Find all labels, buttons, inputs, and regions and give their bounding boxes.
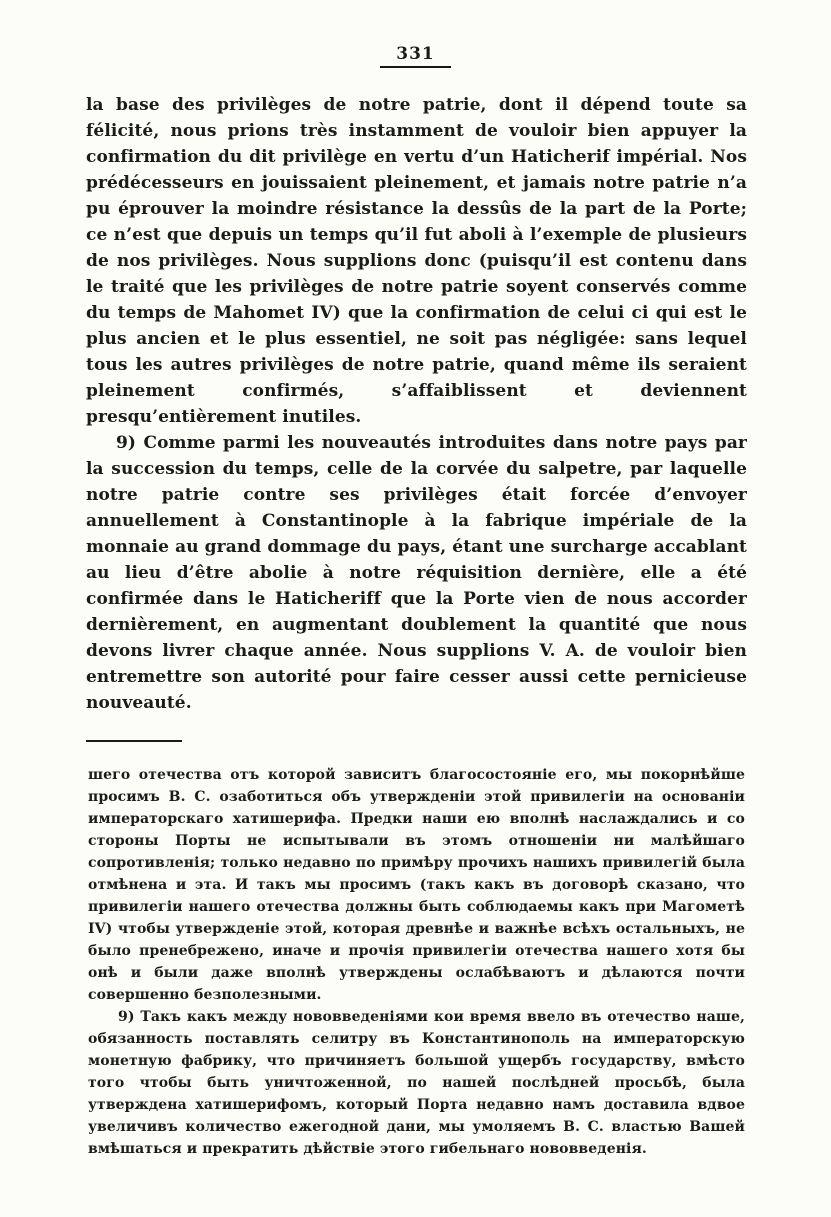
french-paragraph-continuation: la base des privilèges de notre patrie, dont il dépend toute sa félicité, nous prions très instamment de vouloir bien appuyer la confirmation du dit privilège en vertu d’un Haticherif impérial. Nos prédécesseurs en jouissaient pleinement, et jamais notre patrie n’a pu éprouver la moindre résistance la dessûs de la part de la Porte; ce n’est que depuis un temps qu’il fut aboli à l’exemple de plusieurs de nos privilèges. Nous supplions donc (puisqu’il est contenu dans le traité que les privilèges de notre patrie soyent conservés comme du temps de Mahomet IV) que la confirmation de celui ci qui est le plus ancien et le plus essentiel, ne soit pas négligée: sans lequel tous les autres privilèges de notre patrie, quand même ils seraient pleinement confirmés, s’affaiblissent et deviennent presqu’entièrement inutiles.: [86, 95, 747, 427]
russian-text-block: [88, 764, 745, 1160]
russian-paragraph-item-9: 9) Такъ какъ между нововведеніями кои время ввело въ отечество наше, обязанность поставлять селитру въ Константинополь на императорскую монетную фабрику, что причиняетъ большой ущербъ государству, вмѣсто того чтобы быть уничтоженной, по нашей послѣдней просьбѣ, была утверждена хатишерифомъ, который Порта недавно намъ доставила вдвое увеличивъ количество ежегодной дани, мы умоляемъ В. С. властью Вашей вмѣшаться и прекратить дѣйствіе этого гибельнаго нововведенія.: [88, 1009, 745, 1157]
section-divider-rule: [86, 740, 182, 742]
french-paragraph-item-9: 9) Comme parmi les nouveautés introduites dans notre pays par la succession du temps, celle de la corvée du salpetre, par laquelle notre patrie contre ses privilèges était forcée d’envoyer annuellement à Constantinople à la fabrique impériale de la monnaie au grand dommage du pays, étant une surcharge accablant au lieu d’être abolie à notre réquisition dernière, elle a été confirmée dans le Haticheriff que la Porte vien de nous accorder dernièrement, en augmentant doublement la quantité que nous devons livrer chaque année. Nous supplions V. A. de vouloir bien entremettre son autorité pour faire cesser aussi cette pernicieuse nouveauté.: [86, 433, 747, 713]
russian-paragraph-continuation: шего отечества отъ которой зависитъ благосостояніе его, мы покорнѣйше просимъ В. С. озаботиться объ утвержденіи этой привилегіи на основаніи императорскаго хатишерифа. Предки наши ею вполнѣ наслаждались и со стороны Порты не испытывали въ этомъ отношеніи ни малѣйшаго сопротивленія; только недавно по примѣру прочихъ нашихъ привилегій была отмѣнена и эта. И такъ мы просимъ (такъ какъ въ договорѣ сказано, что привилегіи нашего отечества должны быть соблюдаемы какъ при Магометѣ IV) чтобы утвержденіе этой, которая древнѣе и важнѣе всѣхъ остальныхъ, не было пренебрежено, иначе и прочія привилегіи отечества нашего хотя бы онѣ и были даже вполнѣ утверждены ослабѣваютъ и дѣлаются почти совершенно безполезными.: [88, 767, 745, 1003]
page-number: 331: [380, 44, 451, 68]
page-header: [0, 0, 831, 68]
french-text-block: [86, 92, 747, 716]
